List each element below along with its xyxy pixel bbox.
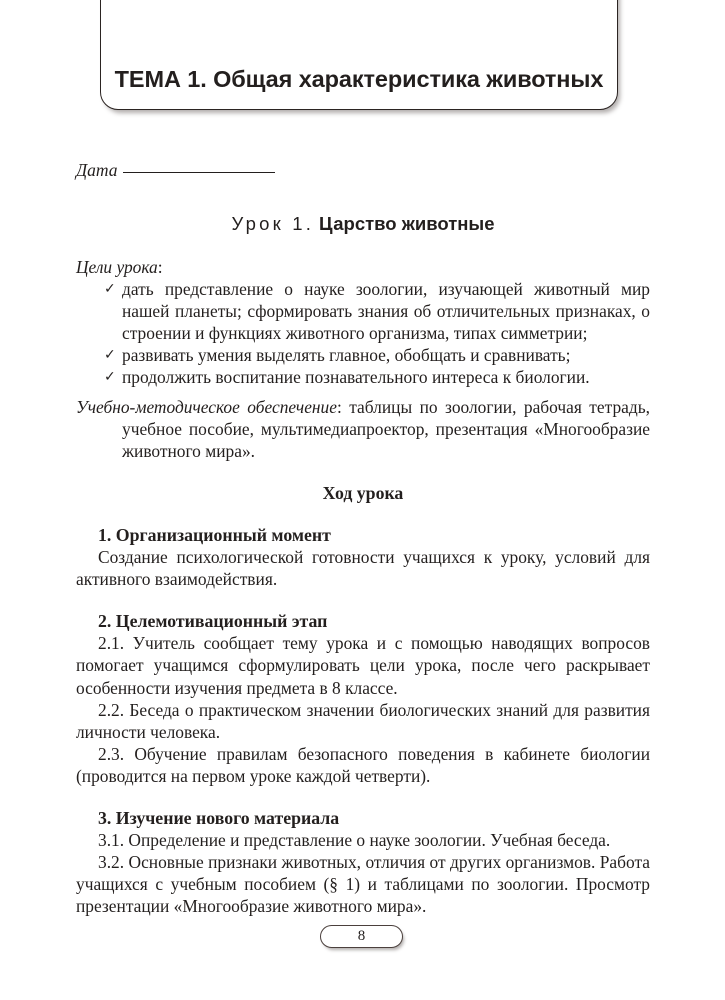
page-number: 8 — [357, 928, 366, 944]
list-item — [76, 344, 650, 366]
section-heading-3: 3. Изучение нового материала — [98, 807, 340, 828]
objectives-label: Цели урока — [76, 257, 158, 277]
lesson-flow-heading: Ход урока — [322, 482, 404, 503]
theme-header-box — [100, 0, 618, 110]
list-item — [76, 278, 650, 344]
objectives-label-line — [76, 256, 650, 278]
list-item-text: дать представление о науке зоологии, изучающей животный мир нашей планеты; сформировать знания об отличительных признаках, о строении и функциях животного организма, типах симметрии; — [122, 279, 650, 344]
date-label: Дата — [76, 160, 118, 180]
materials-text: : таблицы по зоологии, рабочая тетрадь, учебное пособие, мультимедиапроектор, презентация «Многообразие животного мира». — [122, 396, 650, 461]
date-blank-rule[interactable] — [123, 172, 275, 173]
page-title: ТЕМА 1. Общая характеристика животных — [114, 66, 604, 92]
section-heading-1: 1. Организационный момент — [98, 524, 331, 545]
list-item-text: продолжить воспитание познавательного интереса к биологии. — [122, 367, 590, 388]
objectives-colon: : — [157, 257, 163, 277]
lesson-number: Урок 1. — [231, 213, 315, 234]
section-2-paragraph-3: 2.3. Обучение правилам безопасного поведения в кабинете биологии (проводится на первом уроке каждой четверти). — [76, 743, 650, 786]
content-flow — [76, 256, 650, 917]
section-1-paragraph-1: Создание психологической готовности учащихся к уроку, условий для активного взаимодействия. — [76, 547, 650, 590]
list-item-text: развивать умения выделять главное, обобщать и сравнивать; — [122, 345, 571, 366]
section-2-paragraph-2: 2.2. Беседа о практическом значении биологических знаний для развития личности человека. — [76, 699, 650, 742]
lesson-name: Царство животные — [319, 213, 495, 234]
objectives-list — [76, 278, 650, 388]
section-3-paragraph-2: 3.2. Основные признаки животных, отличия от других организмов. Работа учащихся с учебным пособием (§ 1) и таблицами по зоологии. Просмотр презентации «Многообразие животного мира». — [76, 852, 650, 917]
check-icon: ✓ — [104, 347, 116, 364]
section-3-paragraph-1: 3.1. Определение и представление о науке зоологии. Учебная беседа. — [98, 830, 611, 851]
materials-paragraph — [76, 396, 650, 462]
date-field — [76, 160, 275, 181]
check-icon: ✓ — [104, 281, 116, 298]
check-icon: ✓ — [104, 369, 116, 386]
list-item — [76, 366, 650, 388]
section-2-paragraph-1: 2.1. Учитель сообщает тему урока и с помощью наводящих вопросов помогает учащимся сформулировать цели урока, после чего раскрывает особенности изучения предмета в 8 классе. — [76, 633, 650, 698]
page-number-badge — [320, 925, 403, 948]
section-heading-2: 2. Целемотивационный этап — [98, 611, 328, 632]
materials-label: Учебно-методическое обеспечение — [76, 396, 337, 417]
lesson-title — [76, 213, 650, 235]
